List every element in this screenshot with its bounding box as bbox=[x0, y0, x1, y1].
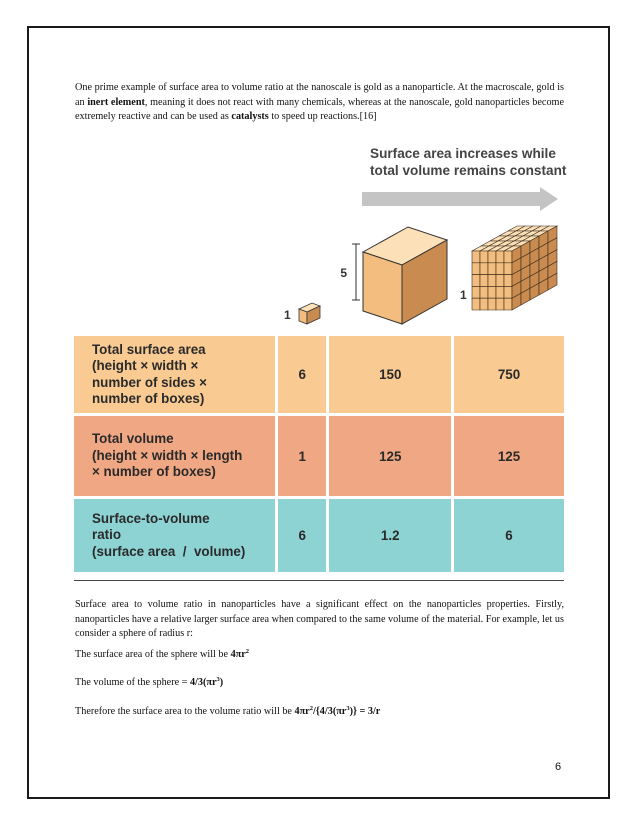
grid-cell bbox=[472, 263, 480, 275]
row-label-line: number of boxes) bbox=[92, 391, 205, 406]
grid-cell bbox=[480, 275, 488, 287]
table-cell: 6 bbox=[278, 499, 329, 572]
grid-cube-label: 1 bbox=[460, 288, 467, 302]
grid-cell bbox=[504, 263, 512, 275]
grid-cell bbox=[472, 275, 480, 287]
table-row bbox=[74, 416, 564, 499]
intro-text-2: , meaning it does not react with many chemicals, whereas at the nanoscale, gold nanoparticles become extremely reactive and can be used as bbox=[75, 96, 564, 122]
intro-text-1: One prime example of surface area to volume ratio at the nanoscale is gold as a nanoparticle. At the macroscale, gold is an bbox=[75, 82, 564, 108]
surface-area-formula bbox=[231, 649, 249, 660]
large-cube bbox=[363, 227, 447, 324]
grid-cell bbox=[480, 251, 488, 263]
row-label-line: ratio bbox=[92, 527, 122, 543]
figure-header-line-1: Surface area increases while bbox=[370, 146, 556, 161]
figure-bottom-rule bbox=[74, 580, 564, 581]
row-label-line: Surface-to-volume bbox=[92, 510, 210, 526]
table-cell: 125 bbox=[454, 416, 564, 499]
formula-part: 4πr bbox=[294, 706, 310, 717]
grid-cell bbox=[488, 263, 496, 275]
large-cube-label: 5 bbox=[340, 266, 347, 280]
cube-illustration bbox=[74, 137, 564, 336]
table-cell: 6 bbox=[454, 499, 564, 572]
grid-cell bbox=[496, 286, 504, 298]
grid-cell bbox=[480, 298, 488, 310]
table-cell: 125 bbox=[329, 416, 454, 499]
small-cube-label: 1 bbox=[284, 308, 291, 322]
intro-paragraph bbox=[75, 81, 564, 125]
row-label-line: Total volume bbox=[92, 431, 174, 447]
volume-line bbox=[75, 677, 223, 688]
grid-cell bbox=[472, 251, 480, 263]
formula-part: ) bbox=[219, 677, 224, 688]
grid-cell bbox=[504, 298, 512, 310]
formula-exponent: 2 bbox=[309, 705, 313, 712]
grid-cell bbox=[472, 298, 480, 310]
grid-cell bbox=[504, 286, 512, 298]
grid-cell bbox=[472, 286, 480, 298]
grid-cell bbox=[488, 251, 496, 263]
row-label-line: (height × width × bbox=[92, 358, 199, 373]
grid-cell bbox=[480, 286, 488, 298]
formula-part: )} = 3/r bbox=[349, 706, 381, 717]
ratio-formula bbox=[295, 706, 381, 717]
surface-area-line bbox=[75, 649, 249, 660]
formula-part: /{4/3(πr bbox=[312, 706, 347, 717]
dimension-bracket bbox=[352, 244, 360, 300]
intro-text-3: to speed up reactions.[16] bbox=[268, 111, 377, 122]
grid-cell bbox=[488, 298, 496, 310]
volume-formula bbox=[190, 677, 223, 688]
line-text: The surface area of the sphere will be bbox=[75, 649, 231, 660]
formula-exponent: 3 bbox=[216, 676, 220, 683]
body-paragraph: Surface area to volume ratio in nanoparticles have a significant effect on the nanoparticles properties. Firstly, nanoparticles have a relative larger surface area when compared to the same volume of the material. For example, let us consider a sphere of radius r: bbox=[75, 599, 564, 639]
formula-exponent: 2 bbox=[245, 648, 250, 655]
comparison-table bbox=[74, 336, 564, 572]
table-cell: 1 bbox=[278, 416, 329, 499]
row-label-line: Total surface area bbox=[92, 341, 206, 357]
table-cell: 6 bbox=[278, 336, 329, 416]
row-label bbox=[74, 499, 278, 572]
grid-cube bbox=[472, 226, 557, 310]
grid-cell bbox=[496, 251, 504, 263]
row-label-line: (surface area / volume) bbox=[92, 543, 246, 559]
line-text: Therefore the surface area to the volume ratio will be bbox=[75, 706, 295, 717]
grid-cell bbox=[496, 275, 504, 287]
grid-cell bbox=[480, 263, 488, 275]
row-label bbox=[74, 336, 278, 416]
formula-part: 4/3(πr bbox=[189, 677, 217, 688]
row-label bbox=[74, 416, 278, 499]
row-label-line: number of sides × bbox=[92, 374, 207, 390]
grid-cell bbox=[488, 275, 496, 287]
line-text: The volume of the sphere = bbox=[75, 677, 190, 688]
formula-exponent: 3 bbox=[346, 705, 350, 712]
ratio-line bbox=[75, 706, 380, 717]
inert-element-term: inert element bbox=[87, 96, 145, 108]
grid-cell bbox=[504, 275, 512, 287]
row-label-line: × number of boxes) bbox=[92, 464, 216, 480]
table-row bbox=[74, 336, 564, 416]
page-number: 6 bbox=[555, 761, 562, 773]
formula-part: 4πr bbox=[230, 649, 246, 660]
table-cell: 1.2 bbox=[329, 499, 454, 572]
small-cube bbox=[299, 303, 320, 324]
catalysts-term: catalysts bbox=[231, 111, 269, 122]
table-row bbox=[74, 499, 564, 572]
grid-cell bbox=[496, 298, 504, 310]
grid-cell bbox=[488, 286, 496, 298]
table-cell: 750 bbox=[454, 336, 564, 416]
figure-header-line-2: total volume remains constant bbox=[370, 163, 567, 178]
table-cell: 150 bbox=[329, 336, 454, 416]
grid-cell bbox=[504, 251, 512, 263]
surface-area-figure bbox=[74, 137, 567, 581]
grid-cell bbox=[496, 263, 504, 275]
row-label-line: (height × width × length bbox=[92, 447, 243, 463]
